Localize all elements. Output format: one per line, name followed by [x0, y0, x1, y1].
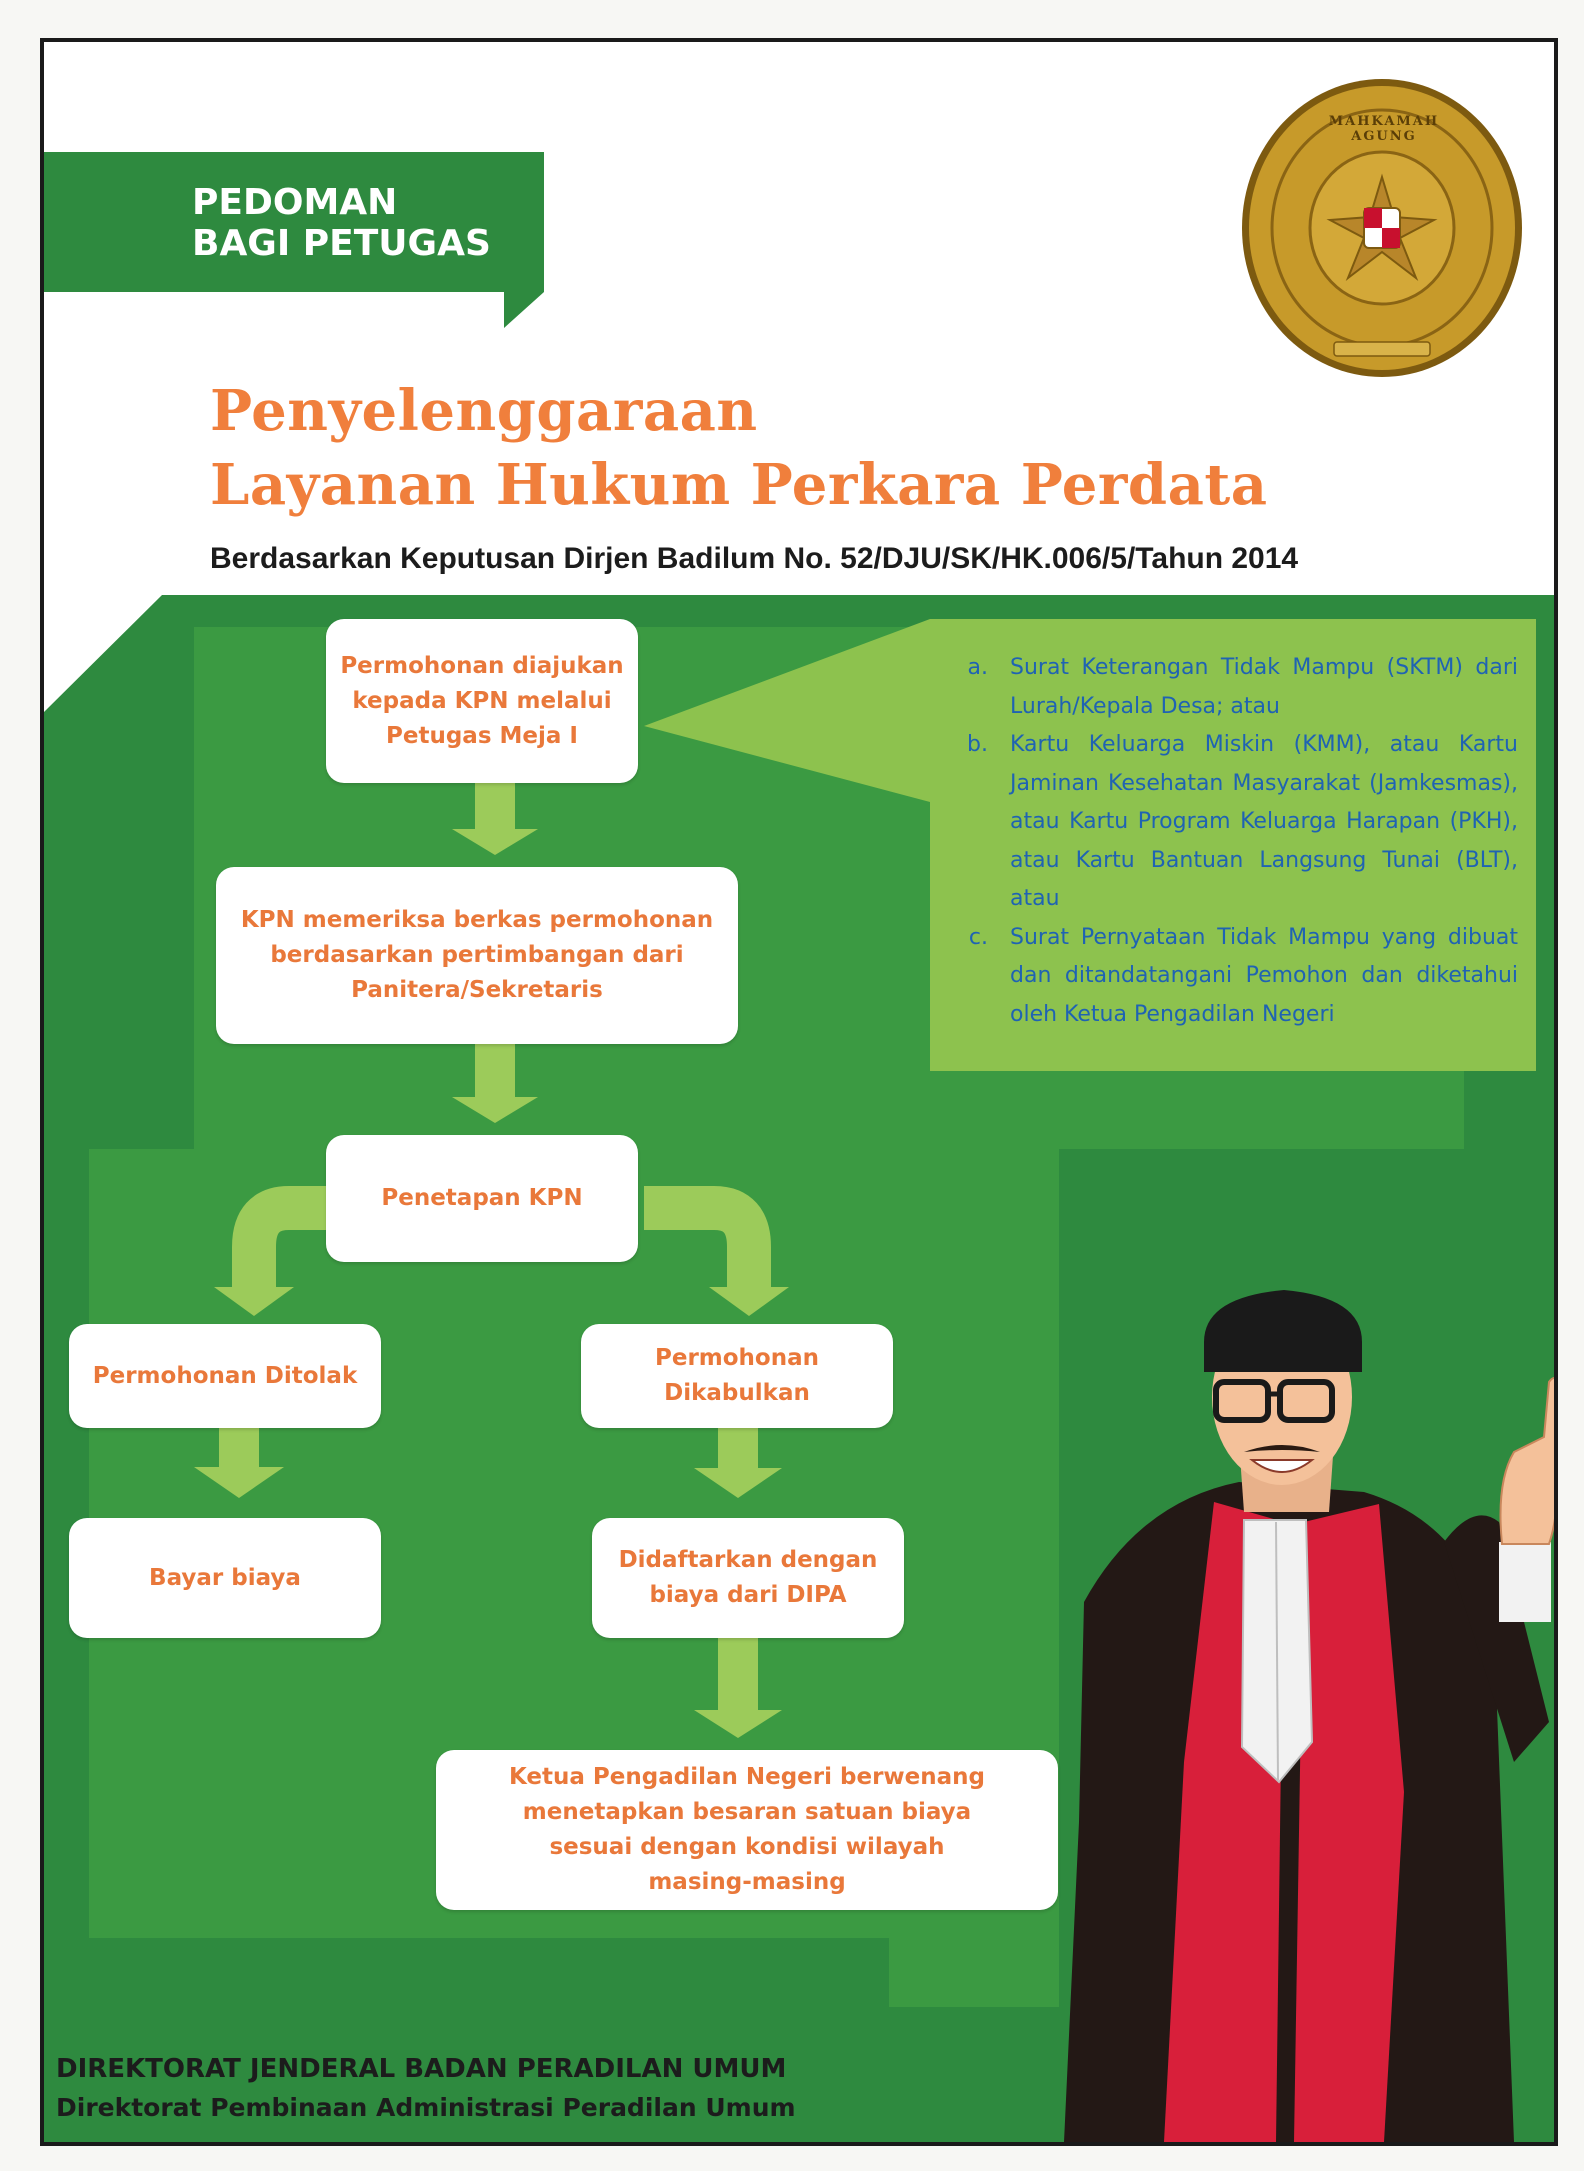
- flow-pay-fee-text: Bayar biaya: [149, 1564, 301, 1591]
- judge-illustration: [44, 42, 1554, 2142]
- flow-rejected-text: Permohonan Ditolak: [92, 1362, 358, 1389]
- requirement-label: a.: [967, 655, 988, 680]
- requirement-label: b.: [967, 732, 988, 757]
- footer-line2: Direktorat Pembinaan Administrasi Peradilan Umum: [56, 2093, 796, 2122]
- requirement-text: Surat Keterangan Tidak Mampu (SKTM) dari Lurah/Kepala Desa; atau: [1010, 655, 1518, 719]
- header-tag-line1: PEDOMAN: [192, 182, 398, 223]
- title-line1: Penyelenggaraan: [210, 378, 758, 444]
- subtitle: Berdasarkan Keputusan Dirjen Badilum No. 52/DJU/SK/HK.006/5/Tahun 2014: [210, 542, 1299, 575]
- seal-text: MAHKAMAH AGUNG: [1328, 114, 1440, 144]
- title-line2: Layanan Hukum Perkara Perdata: [210, 452, 1268, 518]
- requirement-label: c.: [968, 924, 988, 950]
- flow-granted-text: Permohonan Dikabulkan: [654, 1345, 819, 1406]
- requirement-text: Surat Pernyataan Tidak Mampu yang dibuat dan ditandatangani Pemohon dan diketahui oleh Ketua Pengadilan Negeri: [1010, 924, 1518, 1027]
- flow-step-apply-text: Permohonan diajukan kepada KPN melalui Petugas Meja I: [340, 652, 624, 749]
- flow-step-decision-text: Penetapan KPN: [381, 1185, 583, 1211]
- flow-step-review-text: KPN memeriksa berkas permohonan berdasarkan pertimbangan dari Panitera/Sekretaris: [240, 907, 714, 1003]
- poster: [40, 38, 1558, 2146]
- flow-final-text: Ketua Pengadilan Negeri berwenang menetapkan besaran satuan biaya sesuai dengan kondisi wilayah masing-masing: [509, 1764, 985, 1895]
- requirement-text: Kartu Keluarga Miskin (KMM), atau Kartu Jaminan Kesehatan Masyarakat (Jamkesmas), atau Kartu Program Keluarga Harapan (PKH), atau Kartu Bantuan Langsung Tunai (BLT), atau: [1010, 732, 1518, 911]
- footer-line1: DIREKTORAT JENDERAL BADAN PERADILAN UMUM: [56, 2054, 787, 2084]
- header-tag-line2: BAGI PETUGAS: [192, 223, 491, 264]
- flow-registered-text: Didaftarkan dengan biaya dari DIPA: [618, 1547, 878, 1608]
